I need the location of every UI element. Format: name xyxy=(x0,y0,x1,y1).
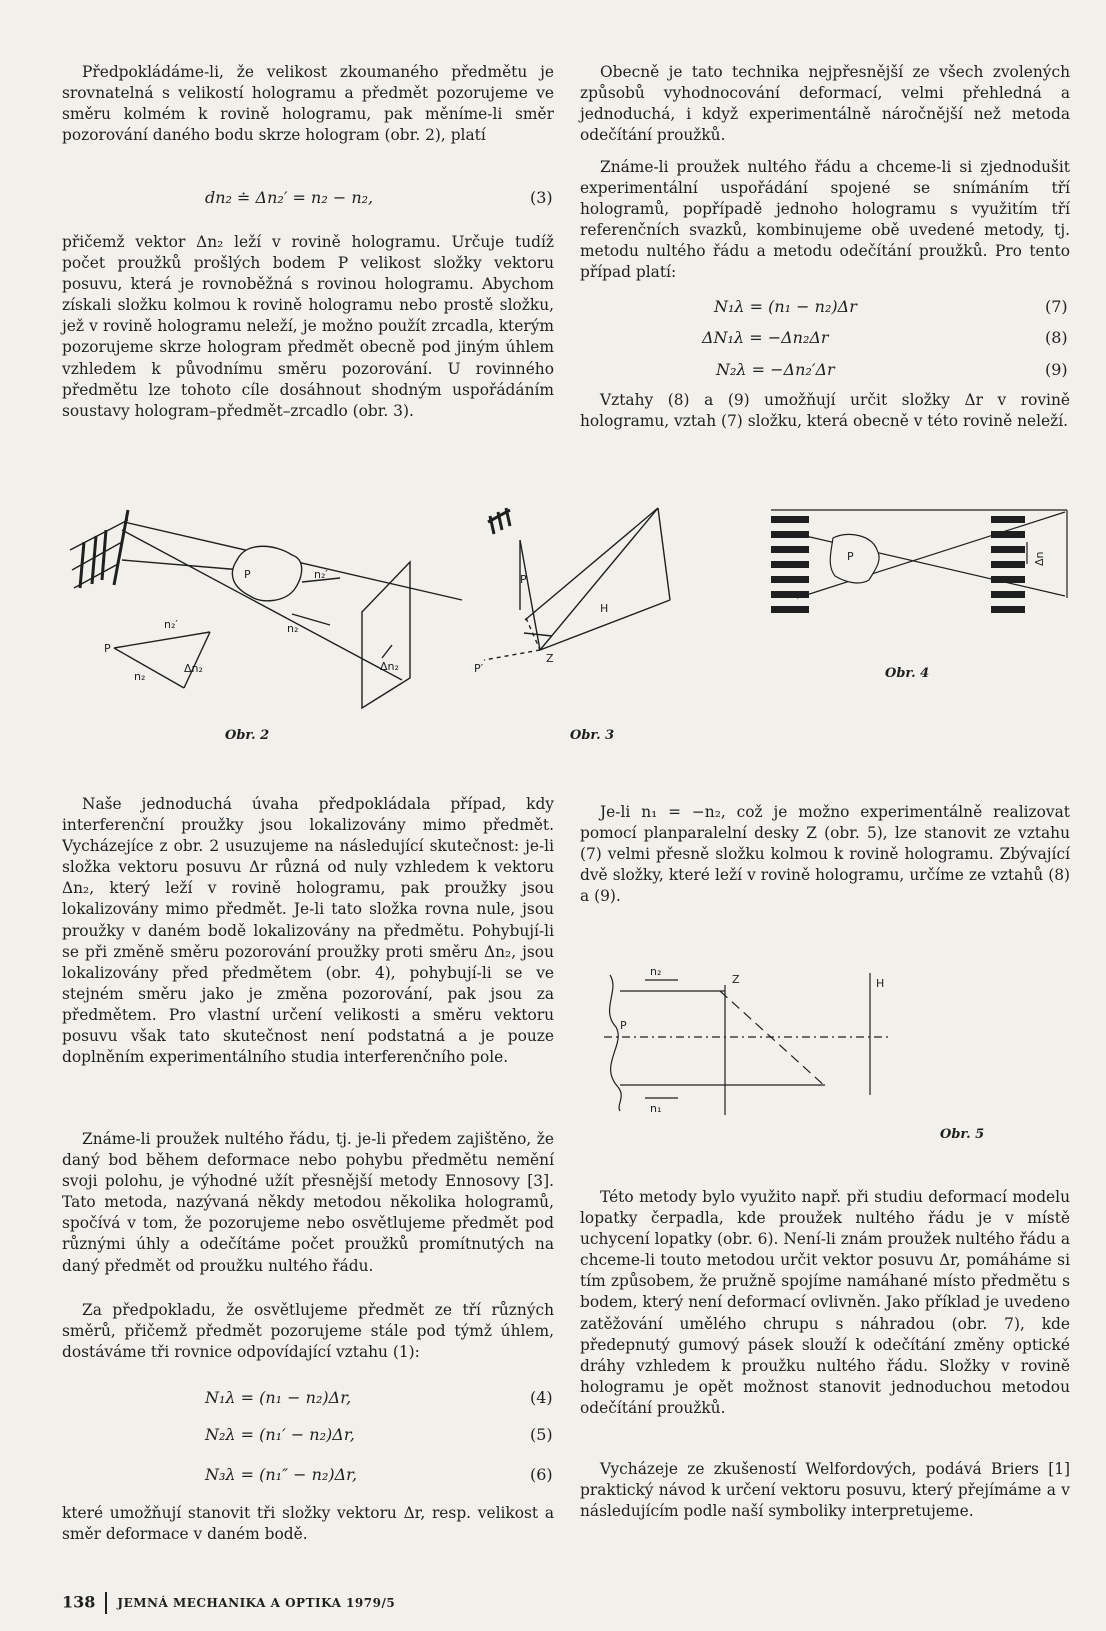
right-para-3 xyxy=(580,390,1070,432)
equation-6: N₃λ = (n₁″ − n₂)Δr, xyxy=(205,1465,358,1484)
right-para-1-text: Obecně je tato technika nejpřesnější ze všech zvolených způsobů vyhodnocování deformací, velmi přehledná a jednoduchá, i když experimentálně náročnější než metoda odečítání proužků. xyxy=(580,63,1070,145)
equation-7-number: (7) xyxy=(1045,297,1068,316)
page-number: 138 xyxy=(62,1592,96,1612)
figure-3-caption: Obr. 3 xyxy=(570,728,615,743)
figure-4-caption: Obr. 4 xyxy=(885,666,930,681)
right-para-2-text: Známe-li proužek nultého řádu a chceme-li si zjednodušit experimentální uspořádání spojené se snímáním tří hologramů, popřípadě jednoho hologramu s využitím tří referenčních svazků, kombinujeme obě uvedené metody, tj. metodu nultého řádu a metodu odečítání proužků. Pro tento případ platí: xyxy=(580,158,1070,282)
left-para-4 xyxy=(62,1129,554,1277)
left-para-3 xyxy=(62,794,554,1068)
figure-5-caption: Obr. 5 xyxy=(940,1127,985,1142)
fig2-label-n2-prime-small: n₂′ xyxy=(164,618,178,631)
right-para-3-text: Vztahy (8) a (9) umožňují určit složky Δr v rovině hologramu, vztah (7) složku, která obecně v této rovině neleží. xyxy=(580,391,1070,431)
right-para-6-text: Vycházeje ze zkušeností Welfordových, podává Briers [1] praktický návod k určení vektoru posuvu, který přejímáme a v následujícím podle naší symboliky interpretujeme. xyxy=(580,1460,1070,1521)
equation-3: dn₂ ≐ Δn₂′ = n₂ − n₂, xyxy=(205,188,374,207)
figure-2-diagram xyxy=(62,500,442,720)
fig3-label-z: Z xyxy=(546,652,554,665)
left-para-6 xyxy=(62,1503,554,1545)
fig2-label-n2-main: n₂ xyxy=(287,622,299,635)
fig4-label-p: P xyxy=(847,550,854,563)
equation-5-number: (5) xyxy=(530,1425,553,1444)
fig3-label-p: P xyxy=(520,573,527,586)
left-para-1 xyxy=(62,62,554,146)
equation-4-number: (4) xyxy=(530,1388,553,1407)
fig2-label-n2-small: n₂ xyxy=(134,670,146,683)
fig4-label-delta-n: Δn xyxy=(1033,551,1046,566)
left-para-3-text: Naše jednoduchá úvaha předpokládala případ, kdy interferenční proužky jsou lokalizovány mimo předmět. Vycházejíce z obr. 2 usuzujeme na následující skutečnost: je-li složka vektoru posuvu Δr různá od nuly vzhledem k vektoru Δn₂, který leží v rovině hologramu, pak proužky jsou lokalizovány mimo předmět. Je-li tato složka rovna nule, jsou proužky v daném bodě lokalizovány na předmětu. Pohybují-li se při změně směru pozorování proužky proti směru Δn₂, jsou lokalizovány před předmětem (obr. 4), pohybují-li se ve stejném směru jako je změna pozorování, pak jsou za předmětem. Pro vlastní určení velikosti a směru vektoru posuvu však tato skutečnost není podstatná a je pouze doplněním experimentálního studia interferenčního pole. xyxy=(62,795,554,1067)
fig3-label-p-prime: P′ xyxy=(474,662,484,675)
fig5-label-n2: n₂ xyxy=(650,965,662,978)
fig5-label-n1: n₁ xyxy=(650,1102,662,1115)
figure-5-diagram xyxy=(590,955,940,1115)
fig2-label-p-point: P xyxy=(104,642,111,655)
left-para-6-text: které umožňují stanovit tři složky vektoru Δr, resp. velikost a směr deformace v daném bodě. xyxy=(62,1504,554,1544)
right-para-1 xyxy=(580,62,1070,146)
right-para-5 xyxy=(580,1187,1070,1419)
equation-7: N₁λ = (n₁ − n₂)Δr xyxy=(714,297,857,316)
fig2-label-delta-n2-small: Δn₂ xyxy=(184,662,203,675)
left-para-1-text: Předpokládáme-li, že velikost zkoumaného předmětu je srovnatelná s velikostí hologramu a předmět pozorujeme ve směru kolmém k rovině hologramu, pak měníme-li směr pozorování daného bodu skrze hologram (obr. 2), platí xyxy=(62,63,554,145)
journal-name: JEMNÁ MECHANIKA A OPTIKA 1979/5 xyxy=(117,1596,396,1610)
left-para-4-text: Známe-li proužek nultého řádu, tj. je-li předem zajištěno, že daný bod během deformace nebo pohybu předmětu nemění svoji polohu, je výhodné užít přesnější metody Ennosovy [3]. Tato metoda, nazývaná někdy metodou několika hologramů, spočívá v tom, že pozorujeme nebo osvětlujeme předmět pod různými úhly a odečítáme počet proužků promítnutých na daný předmět od proužku nultého řádu. xyxy=(62,1130,554,1275)
fig3-label-h: H xyxy=(600,602,609,615)
figure-3-diagram xyxy=(474,500,680,700)
figure-2-caption: Obr. 2 xyxy=(225,728,270,743)
fig5-label-z: Z xyxy=(732,973,740,986)
right-para-4 xyxy=(580,802,1070,907)
fig2-label-p-object: P xyxy=(244,568,251,581)
equation-8: ΔN₁λ = −Δn₂Δr xyxy=(702,328,829,347)
fig2-label-delta-n2-plate: Δn₂ xyxy=(380,660,399,673)
equation-5: N₂λ = (n₁′ − n₂)Δr, xyxy=(205,1425,355,1444)
equation-3-number: (3) xyxy=(530,188,553,207)
equation-9-number: (9) xyxy=(1045,360,1068,379)
figure-4-diagram xyxy=(765,500,1070,655)
footer-divider xyxy=(105,1592,107,1614)
fig5-label-p: P xyxy=(620,1019,627,1032)
right-para-6 xyxy=(580,1459,1070,1522)
left-para-2 xyxy=(62,232,554,422)
right-para-4-text: Je-li n₁ = −n₂, což je možno experimentálně realizovat pomocí planparalelní desky Z (obr. 5), lze stanovit ze vztahu (7) velmi přesně složku kolmou k rovině hologramu. Zbývající dvě složky, které leží v rovině hologramu, určíme ze vztahů (8) a (9). xyxy=(580,803,1070,906)
right-para-5-text: Této metody bylo využito např. při studiu deformací modelu lopatky čerpadla, kde proužek nultého řádu je v místě uchycení lopatky (obr. 6). Není-li znám proužek nultého řádu a chceme-li touto metodou určit vektor posuvu Δr, pomáháme si tím způsobem, že pružně spojíme namáhané místo předmětu s bodem, který není deformací ovlivněn. Jako příklad je uvedeno zatěžování umělého chrupu s náhradou (obr. 7), kde předepnutý gumový pásek slouží k odečítání změny optické dráhy vzhledem k proužku nultého řádu. Složky v rovině hologramu je opět možnost stanovit jednoduchou metodou odečítání proužků. xyxy=(580,1188,1070,1417)
equation-4: N₁λ = (n₁ − n₂)Δr, xyxy=(205,1388,352,1407)
fig5-label-h: H xyxy=(876,977,885,990)
left-para-5 xyxy=(62,1300,554,1363)
equation-6-number: (6) xyxy=(530,1465,553,1484)
equation-9: N₂λ = −Δn₂′Δr xyxy=(716,360,835,379)
right-para-2 xyxy=(580,157,1070,284)
equation-8-number: (8) xyxy=(1045,328,1068,347)
left-para-5-text: Za předpokladu, že osvětlujeme předmět ze tří různých směrů, přičemž předmět pozorujeme stále pod týmž úhlem, dostáváme tři rovnice odpovídající vztahu (1): xyxy=(62,1301,554,1362)
fig2-label-n2-prime-top: n₂′ xyxy=(314,568,328,581)
left-para-2-text: přičemž vektor Δn₂ leží v rovině hologramu. Určuje tudíž počet proužků prošlých bodem P velikost složky vektoru posuvu, která je rovnoběžná s rovinou hologramu. Abychom získali složku kolmou k rovině hologramu nebo prostě složku, jež v rovině hologramu neleží, je možno použít zrcadla, kterým pozorujeme skrze hologram předmět obecně pod jiným úhlem vzhledem k původnímu směru pozorování. U rovinného předmětu lze tohoto cíle dosáhnout shodným uspořádáním soustavy hologram–předmět–zrcadlo (obr. 3). xyxy=(62,233,554,420)
page-footer xyxy=(62,1592,395,1614)
